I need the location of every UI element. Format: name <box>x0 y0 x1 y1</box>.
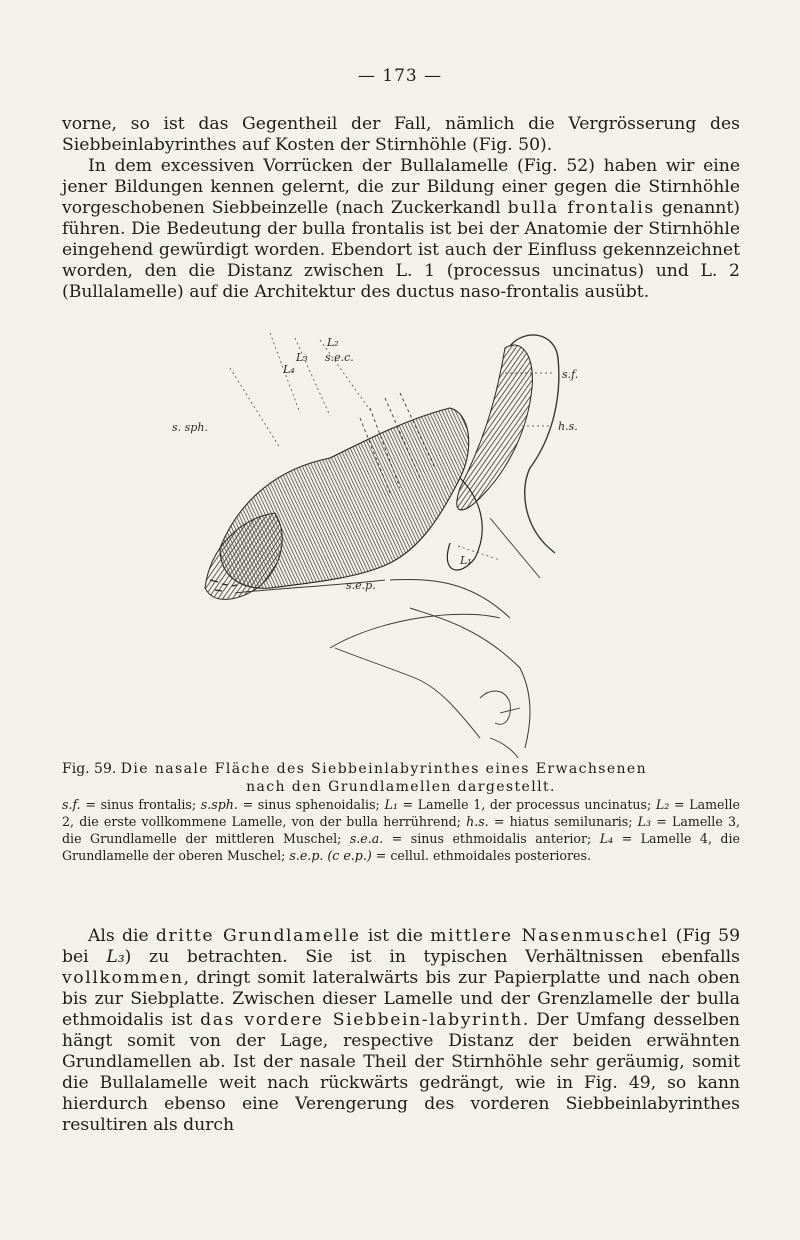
frontal-bone-mass <box>457 345 533 510</box>
L3-reference: L₃ <box>106 947 125 967</box>
anterior-spine <box>480 691 520 758</box>
legend-abbr: h.s. <box>466 814 489 829</box>
caption-title-a: Die nasale Fläche des Siebbeinlabyrinthes eines Erwachsenen <box>120 761 648 777</box>
label-ssph: s. sph. <box>172 421 208 434</box>
paragraph-3-text: ist die <box>360 926 431 946</box>
label-L3: L₃ <box>296 351 308 364</box>
caption-title <box>62 760 740 778</box>
legend-text: = Lamelle 3, die Grundlamelle der mittleren Muschel; <box>62 814 740 846</box>
dritte-grundlamelle-term: dritte Grundlamelle <box>155 926 361 946</box>
label-sep: s.e.p. <box>346 579 376 592</box>
legend-abbr: L₃ <box>637 814 652 829</box>
paragraph-2-part2: genannt) führen. Die Bedeutung der bulla frontalis ist bei der Anatomie der Stirnhöhle eingehend gewürdigt worden. Ebendort ist auch der Einfluss gekennzeichnet worden, den die Distanz zwischen L. 1 (processus uncinatus) und L. 2 (Bullalamelle) auf die Architektur des ductus naso-frontalis ausübt. <box>62 198 740 302</box>
legend-abbr: s.e.a. <box>349 831 384 846</box>
anatomical-figure <box>160 318 640 758</box>
legend-abbr: L₄ <box>599 831 614 846</box>
page-number: — 173 — <box>357 66 443 86</box>
caption-legend <box>62 796 740 864</box>
figure-drawing <box>160 318 640 758</box>
label-sec: s.e.c. <box>325 351 354 364</box>
vollkommen-term: vollkommen <box>62 968 184 988</box>
mittlere-nasenmuschel-term: mittlere Nasenmuschel <box>430 926 669 946</box>
caption-title-b: nach den Grundlamellen dargestellt. <box>246 779 556 795</box>
middle-turbinate-contour <box>410 608 530 748</box>
paragraph-2 <box>62 156 740 303</box>
label-L1: L₁ <box>460 554 472 567</box>
paragraph-3-text: . Der Umfang desselben hängt somit von der Lage, respective Distanz der beiden erwähnten Grundlamellen ab. Ist der nasale Theil der Stirnhöhle sehr geräumig, somit die Bullalamelle weit nach rückwärts gedrängt, wie in Fig. 49, so kann hierdurch ebenso eine Verengerung des vorderen Siebbeinlabyrinthes resultiren als durch <box>62 1010 740 1135</box>
legend-text: = Lamelle 2, die erste vollkommene Lamelle, von der bulla herrührend; <box>62 797 740 829</box>
caption-fig-number: Fig. 59. <box>62 761 117 777</box>
legend-text: = sinus frontalis; <box>80 797 201 812</box>
legend-text: = sinus sphenoidalis; <box>237 797 385 812</box>
paragraph-3-text: (Fig 59 bei <box>62 926 741 967</box>
legend-abbr: s.e.p. (c e.p.) <box>289 848 372 863</box>
legend-abbr: s.sph. <box>200 797 238 812</box>
paragraph-3-text: Als die <box>88 926 156 946</box>
legend-text: = cellul. ethmoidales posteriores. <box>371 848 591 863</box>
legend-abbr: s.f. <box>62 797 81 812</box>
vordere-siebbeinlabyrinth-term: das vordere Siebbein-labyrinth <box>200 1010 523 1030</box>
label-L4: L₄ <box>283 363 295 376</box>
label-L2: L₂ <box>327 336 339 349</box>
figure-caption <box>62 760 740 864</box>
legend-text: = hiatus semilunaris; <box>488 814 638 829</box>
legend-abbr: L₁ <box>384 797 398 812</box>
paragraph-3-text: ) zu betrachten. Sie ist in typischen Verhältnissen ebenfalls <box>124 947 740 967</box>
legend-text: = sinus ethmoidalis anterior; <box>383 831 600 846</box>
legend-abbr: L₂ <box>655 797 670 812</box>
paragraph-2-part1: In dem excessiven Vorrücken der Bullalamelle (Fig. 52) haben wir eine jener Bildungen kennen gelernt, die zur Bildung einer gegen die Stirnhöhle vorgeschobenen Siebbeinzelle (nach Zuckerkandl <box>62 156 740 218</box>
paragraph-3 <box>62 926 740 1136</box>
bulla-frontalis-term: bulla frontalis <box>507 198 655 218</box>
legend-text: = Lamelle 1, der processus uncinatus; <box>397 797 656 812</box>
legend-text: = Lamelle 4, die Grundlamelle der oberen Muschel; <box>62 831 740 863</box>
nasal-floor-contour <box>330 614 500 738</box>
label-sf: s.f. <box>562 368 579 381</box>
paragraph-3-text: , dringt somit lateralwärts bis zur Papierplatte und nach oben bis zur Siebplatte. Zwischen dieser Lamelle und der Grenzlamelle der bulla ethmoidalis ist <box>62 968 740 1030</box>
label-hs: h.s. <box>558 420 578 433</box>
paragraph-1: vorne, so ist das Gegentheil der Fall, nämlich die Vergrösserung des Siebbeinlabyrinthes auf Kosten der Stirnhöhle (Fig. 50). <box>62 114 740 155</box>
